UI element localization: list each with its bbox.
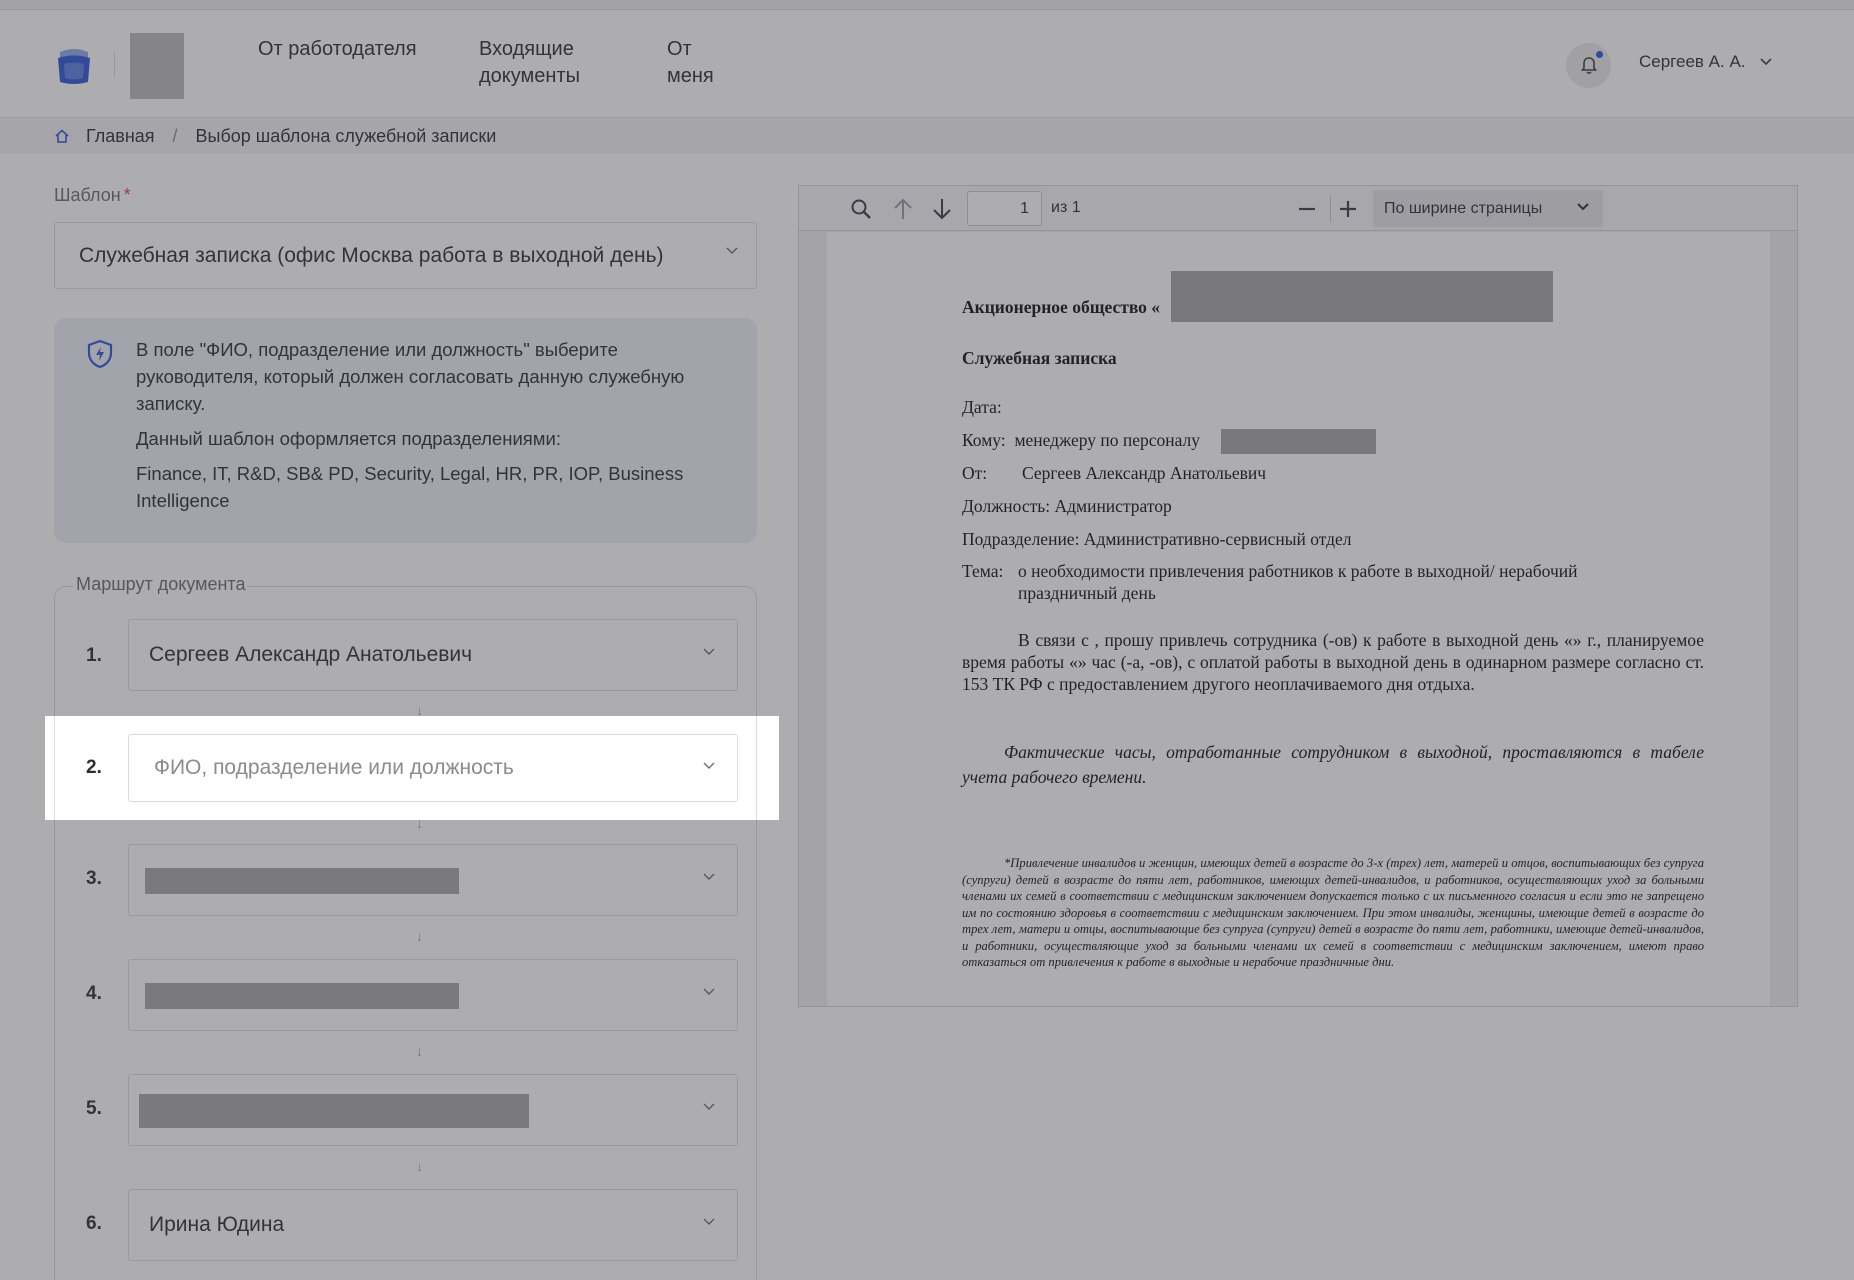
doc-date-label: Дата: [962, 397, 1002, 417]
minus-icon [1297, 199, 1317, 219]
redacted-value [139, 1094, 529, 1128]
route-arrow: ↓ [416, 928, 423, 944]
route-arrow: ↓ [416, 815, 423, 831]
notifications-button[interactable] [1566, 43, 1611, 88]
notification-dot [1596, 51, 1603, 58]
redacted-company [1171, 271, 1553, 322]
chevron-down-icon [703, 648, 715, 656]
doc-footnote: *Привлечение инвалидов и женщин, имеющих детей в возрасте до 3-х (трех) лет, матерей и отцов, воспитывающих без супруга (супруги) детей в возрасте до пяти лет, работников, имеющих детей-инвалидов, и работников, осуществляющих уход за больными членами их семей в соответствии с медицинским заключением допускается только с их письменного согласия и если это не запрещено им по состоянию здоровья в соответствии с медицинским заключением. При этом инвалиды, женщины, имеющие детей в возрасте до трех лет, матери и отцы, воспитывающие без супруга (супруги) детей в возрасте до пяти лет, работники, имеющие детей-инвалидов, и работники, осуществляющие уход за больными членами их семей в соответствии с медицинским заключением, имеют право отказаться от привлечения к работе в выходные и нерабочие праздничные дни. [962, 856, 1704, 969]
doc-from [962, 462, 1704, 484]
template-select[interactable] [54, 222, 757, 289]
toolbar-divider [1330, 196, 1331, 222]
doc-department: Подразделение: Административно-сервисный отдел [962, 529, 1352, 549]
arrow-down-icon [932, 197, 952, 221]
company-logo [130, 33, 184, 99]
search-button[interactable] [846, 194, 876, 224]
step-number: 1. [86, 645, 102, 666]
doc-subject-label: Тема: [962, 561, 1004, 581]
shield-icon [84, 338, 116, 370]
template-select-value: Служебная записка (офис Москва работа в выходной день) [79, 243, 664, 267]
zoom-select[interactable] [1373, 190, 1603, 227]
chevron-down-icon [1760, 58, 1772, 66]
route-step-1-select[interactable] [128, 619, 738, 691]
page-number-input[interactable] [967, 191, 1042, 226]
route-step-3-select[interactable] [128, 844, 738, 916]
chevron-down-icon [703, 1103, 715, 1111]
doc-company: Акционерное общество « [962, 297, 1161, 317]
bell-icon [1580, 56, 1598, 76]
previous-page-button[interactable] [888, 194, 918, 224]
doc-body: В связи с , прошу привлечь сотрудника (-ов) к работе в выходной день «» г., планируемое время работы «» час (-а, -ов), с оплатой работы в выходной день в одинарном размере согласно ст. 153 ТК РФ с предоставлением другого неоплачиваемого дня отдыха. [962, 630, 1704, 694]
route-step-placeholder: ФИО, подразделение или должность [154, 756, 514, 779]
app-logo-icon[interactable] [54, 44, 94, 86]
route-step-value: Сергеев Александр Анатольевич [149, 643, 473, 666]
doc-title: Служебная записка [962, 348, 1117, 368]
chevron-down-icon [726, 247, 738, 255]
chevron-down-icon [703, 988, 715, 996]
home-icon[interactable] [54, 128, 70, 144]
pdf-page [827, 232, 1770, 1006]
route-step-5-select[interactable] [128, 1074, 738, 1146]
app-header [0, 10, 1854, 117]
route-arrow: ↓ [416, 702, 423, 718]
doc-from-label: От: [962, 463, 988, 483]
info-notice [54, 318, 757, 543]
route-arrow: ↓ [416, 1158, 423, 1174]
route-step-4-select[interactable] [128, 959, 738, 1031]
required-mark: * [123, 185, 131, 205]
breadcrumb-separator: / [172, 125, 178, 146]
route-title: Маршрут документа [76, 574, 246, 594]
doc-from-value: Сергеев Александр Анатольевич [1022, 463, 1267, 483]
doc-subject [962, 560, 1704, 604]
doc-to-value: менеджеру по персоналу [1014, 430, 1201, 450]
breadcrumb [0, 117, 1854, 154]
breadcrumb-home[interactable]: Главная [86, 125, 155, 146]
redacted-value [145, 983, 459, 1009]
zoom-in-button[interactable] [1333, 194, 1363, 224]
step-number: 3. [86, 868, 102, 889]
doc-position: Должность: Администратор [962, 496, 1172, 516]
step-number: 5. [86, 1098, 102, 1119]
template-label-text: Шаблон [54, 185, 121, 205]
doc-to-label: Кому: [962, 430, 1006, 450]
nav-from-me[interactable]: От меня [667, 38, 714, 87]
page-count: из 1 [1051, 199, 1081, 216]
route-step-value: Ирина Юдина [149, 1213, 285, 1236]
nav-incoming-documents[interactable]: Входящие документы [479, 38, 580, 87]
chevron-down-icon [1577, 203, 1589, 211]
zoom-out-button[interactable] [1292, 194, 1322, 224]
step-number: 6. [86, 1213, 102, 1234]
overlay-dim [0, 716, 45, 820]
doc-note: Фактические часы, отработанные сотрудником в выходной, проставляются в табеле учета рабочего времени. [962, 742, 1704, 787]
step-number: 4. [86, 983, 102, 1004]
route-step-6-select[interactable] [128, 1189, 738, 1261]
nav-from-employer[interactable]: От работодателя [258, 38, 417, 60]
info-text-3: Finance, IT, R&D, SB& PD, Security, Legal, HR, PR, IOP, Business Intelligence [136, 463, 684, 511]
next-page-button[interactable] [927, 194, 957, 224]
arrow-up-icon [893, 197, 913, 221]
redacted-recipient [1221, 429, 1376, 454]
user-name: Сергеев А. А. [1639, 52, 1746, 71]
info-text-2: Данный шаблон оформляется подразделениями: [136, 428, 561, 449]
chevron-down-icon [703, 1218, 715, 1226]
redacted-value [145, 868, 459, 894]
info-text-1: В поле "ФИО, подразделение или должность" выберите руководителя, который должен согласовать данную служебную записку. [136, 339, 685, 414]
step-number: 2. [86, 757, 102, 778]
route-arrow: ↓ [416, 1043, 423, 1059]
template-label [54, 185, 131, 206]
logo-divider [114, 52, 115, 78]
chevron-down-icon [703, 873, 715, 881]
pdf-viewer [798, 185, 1798, 1007]
search-icon [850, 198, 872, 220]
zoom-select-value: По ширине страницы [1384, 199, 1543, 217]
chevron-down-icon [703, 762, 715, 770]
plus-icon [1338, 199, 1358, 219]
breadcrumb-current: Выбор шаблона служебной записки [195, 125, 497, 146]
doc-subject-value: о необходимости привлечения работников к работе в выходной/ нерабочий праздничный день [1018, 561, 1578, 603]
top-edge [0, 0, 1854, 10]
route-step-2-select[interactable] [128, 734, 738, 802]
pdf-toolbar [799, 186, 1797, 231]
user-menu[interactable] [1639, 52, 1772, 72]
